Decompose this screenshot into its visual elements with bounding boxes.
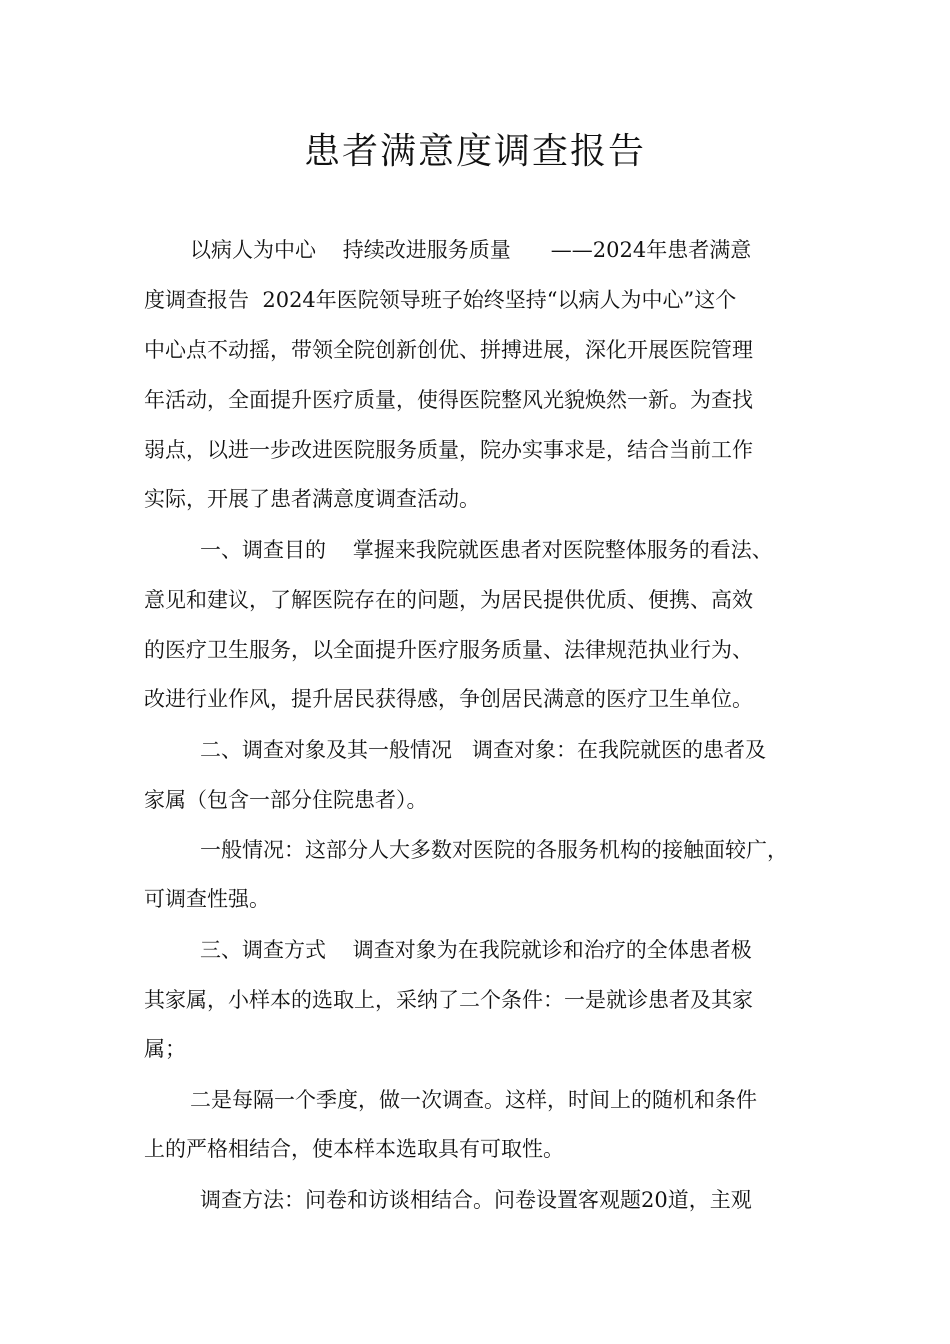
section-two-heading-line: 二、调查对象及其一般情况 调查对象：在我院就医的患者及 <box>200 738 767 762</box>
paragraph-line: 二是每隔一个季度，做一次调查。这样，时间上的随机和条件 <box>190 1088 757 1112</box>
paragraph-line: 的医疗卫生服务，以全面提升医疗服务质量、法律规范执业行为、 <box>144 638 753 662</box>
paragraph-line: 中心点不动摇，带领全院创新创优、拼搏进展，深化开展医院管理 <box>144 338 753 362</box>
section-three-heading-line: 三、调查方式 调查对象为在我院就诊和治疗的全体患者极 <box>200 938 752 962</box>
paragraph-line: 改进行业作风，提升居民获得感，争创居民满意的医疗卫生单位。 <box>144 687 753 711</box>
paragraph-line: 属； <box>144 1037 186 1061</box>
document-title: 患者满意度调查报告 <box>303 131 646 172</box>
paragraph-line: 调查方法：问卷和访谈相结合。问卷设置客观题20道，主观 <box>200 1188 752 1212</box>
paragraph-line: 以病人为中心 持续改进服务质量 ——2024年患者满意 <box>190 238 752 262</box>
paragraph-line: 意见和建议，了解医院存在的问题，为居民提供优质、便携、高效 <box>144 588 753 612</box>
paragraph-line: 度调查报告 2024年医院领导班子始终坚持“以病人为中心”这个 <box>144 288 737 312</box>
paragraph-line: 一般情况：这部分人大多数对医院的各服务机构的接触面较广， <box>200 838 788 862</box>
paragraph-line: 上的严格相结合，使本样本选取具有可取性。 <box>144 1137 564 1161</box>
paragraph-line: 弱点，以进一步改进医院服务质量，院办实事求是，结合当前工作 <box>144 438 753 462</box>
paragraph-line: 实际，开展了患者满意度调查活动。 <box>144 487 480 511</box>
paragraph-line: 家属（包含一部分住院患者）。 <box>144 788 428 812</box>
paragraph-line: 年活动，全面提升医疗质量，使得医院整风光貌焕然一新。为查找 <box>144 388 753 412</box>
paragraph-line: 其家属，小样本的选取上，采纳了二个条件：一是就诊患者及其家 <box>144 988 753 1012</box>
section-one-heading-line: 一、调查目的 掌握来我院就医患者对医院整体服务的看法、 <box>200 538 773 562</box>
paragraph-line: 可调查性强。 <box>144 887 270 911</box>
